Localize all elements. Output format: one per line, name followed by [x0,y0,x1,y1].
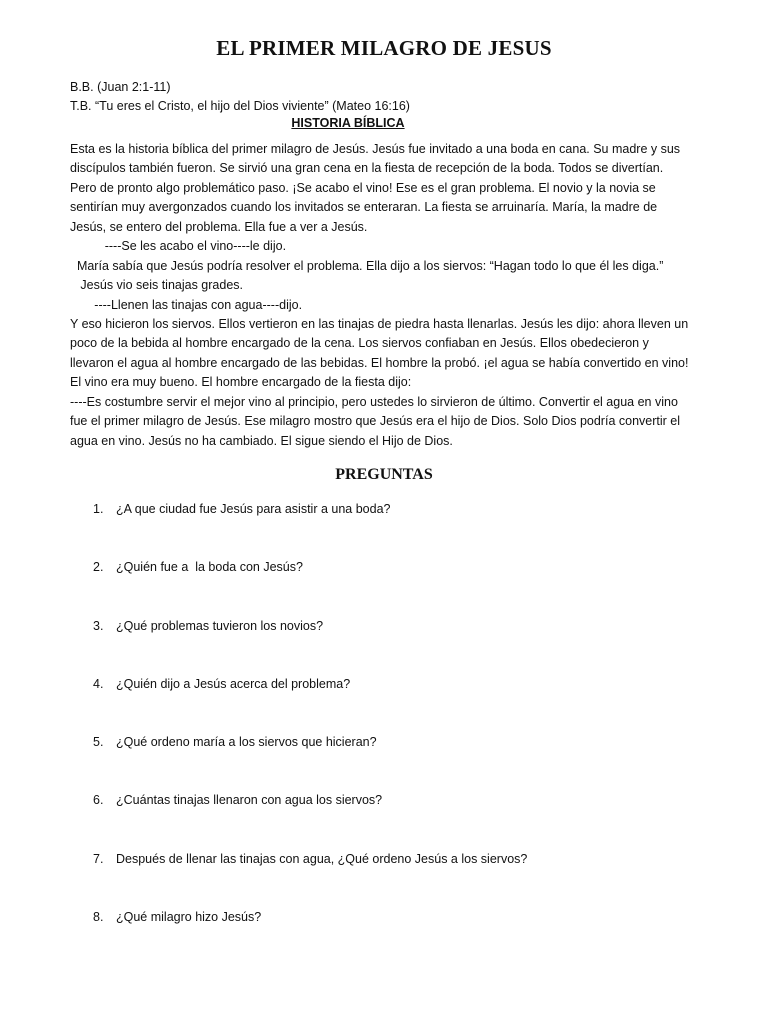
questions-list [93,500,713,966]
question-text: ¿Quién fue a la boda con Jesús? [116,560,303,575]
question-number: 2. [93,560,104,575]
story-heading: HISTORIA BÍBLICA [291,116,405,130]
story-line: Jesús vio seis tinajas grades. [70,278,243,293]
story-text [70,140,700,451]
question-item [93,500,713,558]
question-text: ¿Qué problemas tuvieron los novios? [116,618,324,633]
question-text: ¿Qué ordeno maría a los siervos que hicieran? [116,735,377,750]
story-line: El vino era muy bueno. El hombre encargado de la fiesta dijo: [70,375,412,390]
story-line: Pero de pronto algo problemático paso. ¡Se acabo el vino! Ese es el gran problema. El novio y la novia se [70,180,656,195]
story-line: llevaron el agua al hombre encargado de las bebidas. El hombre la probó. ¡el agua se había convertido en vino! [70,355,689,370]
story-line: agua en vino. Jesús no ha cambiado. El sigue siendo el Hijo de Dios. [70,433,453,448]
question-item [93,908,713,966]
story-line: ----Llenen las tinajas con agua----dijo. [70,297,303,312]
story-line: Jesús, se entero del problema. Ella fue a ver a Jesús. [70,219,368,234]
question-item [93,675,713,733]
story-line: ----Es costumbre servir el mejor vino al principio, pero ustedes lo sirvieron de último. Convertir el agua en vino [70,394,678,409]
bible-reading-reference: B.B. (Juan 2:1-11) [70,80,171,94]
question-text: ¿A que ciudad fue Jesús para asistir a una boda? [116,502,391,516]
document-title: EL PRIMER MILAGRO DE JESUS [216,36,552,60]
story-line: sentirían muy avergonzados cuando los invitados se enteraran. La fiesta se arruinaría. María, la madre de [70,200,658,215]
question-number: 8. [93,910,104,925]
question-item [93,850,713,908]
story-line: fue el primer milagro de Jesús. Ese milagro mostro que Jesús era el hijo de Dios. Solo Dios podría convertir el [70,414,680,429]
question-number: 1. [93,502,104,516]
question-text: ¿Quién dijo a Jesús acerca del problema? [116,676,351,691]
question-text: Después de llenar las tinajas con agua, ¿Qué ordeno Jesús a los siervos? [116,851,528,866]
question-item [93,617,713,675]
question-number: 3. [93,618,104,633]
story-line: discípulos también fueron. Se sirvió una gran cena en la fiesta de recepción de la boda. Todos se divertían. [70,161,664,176]
questions-heading: PREGUNTAS [335,466,433,483]
question-text: ¿Cuántas tinajas llenaron con agua los siervos? [116,793,383,808]
story-line: ----Se les acabo el vino----le dijo. [70,239,287,254]
question-item [93,733,713,791]
question-text: ¿Qué milagro hizo Jesús? [116,910,262,925]
question-number: 6. [93,793,104,808]
question-item [93,558,713,616]
question-item [93,791,713,849]
question-number: 4. [93,676,104,691]
story-line: Y eso hicieron los siervos. Ellos vertieron en las tinajas de piedra hasta llenarlas. Jesús les dijo: ahora lleven un [70,316,689,331]
story-line: María sabía que Jesús podría resolver el problema. Ella dijo a los siervos: “Hagan todo lo que él les diga.” [70,258,664,273]
question-number: 5. [93,735,104,750]
story-line: poco de la bebida al hombre encargado de la cena. Los siervos confiaban en Jesús. Ellos obedecieron y [70,336,649,351]
question-number: 7. [93,851,104,866]
memory-text-reference: T.B. “Tu eres el Cristo, el hijo del Dios viviente” (Mateo 16:16) [70,99,410,113]
story-line: Esta es la historia bíblica del primer milagro de Jesús. Jesús fue invitado a una boda en cana. Su madre y sus [70,142,681,156]
